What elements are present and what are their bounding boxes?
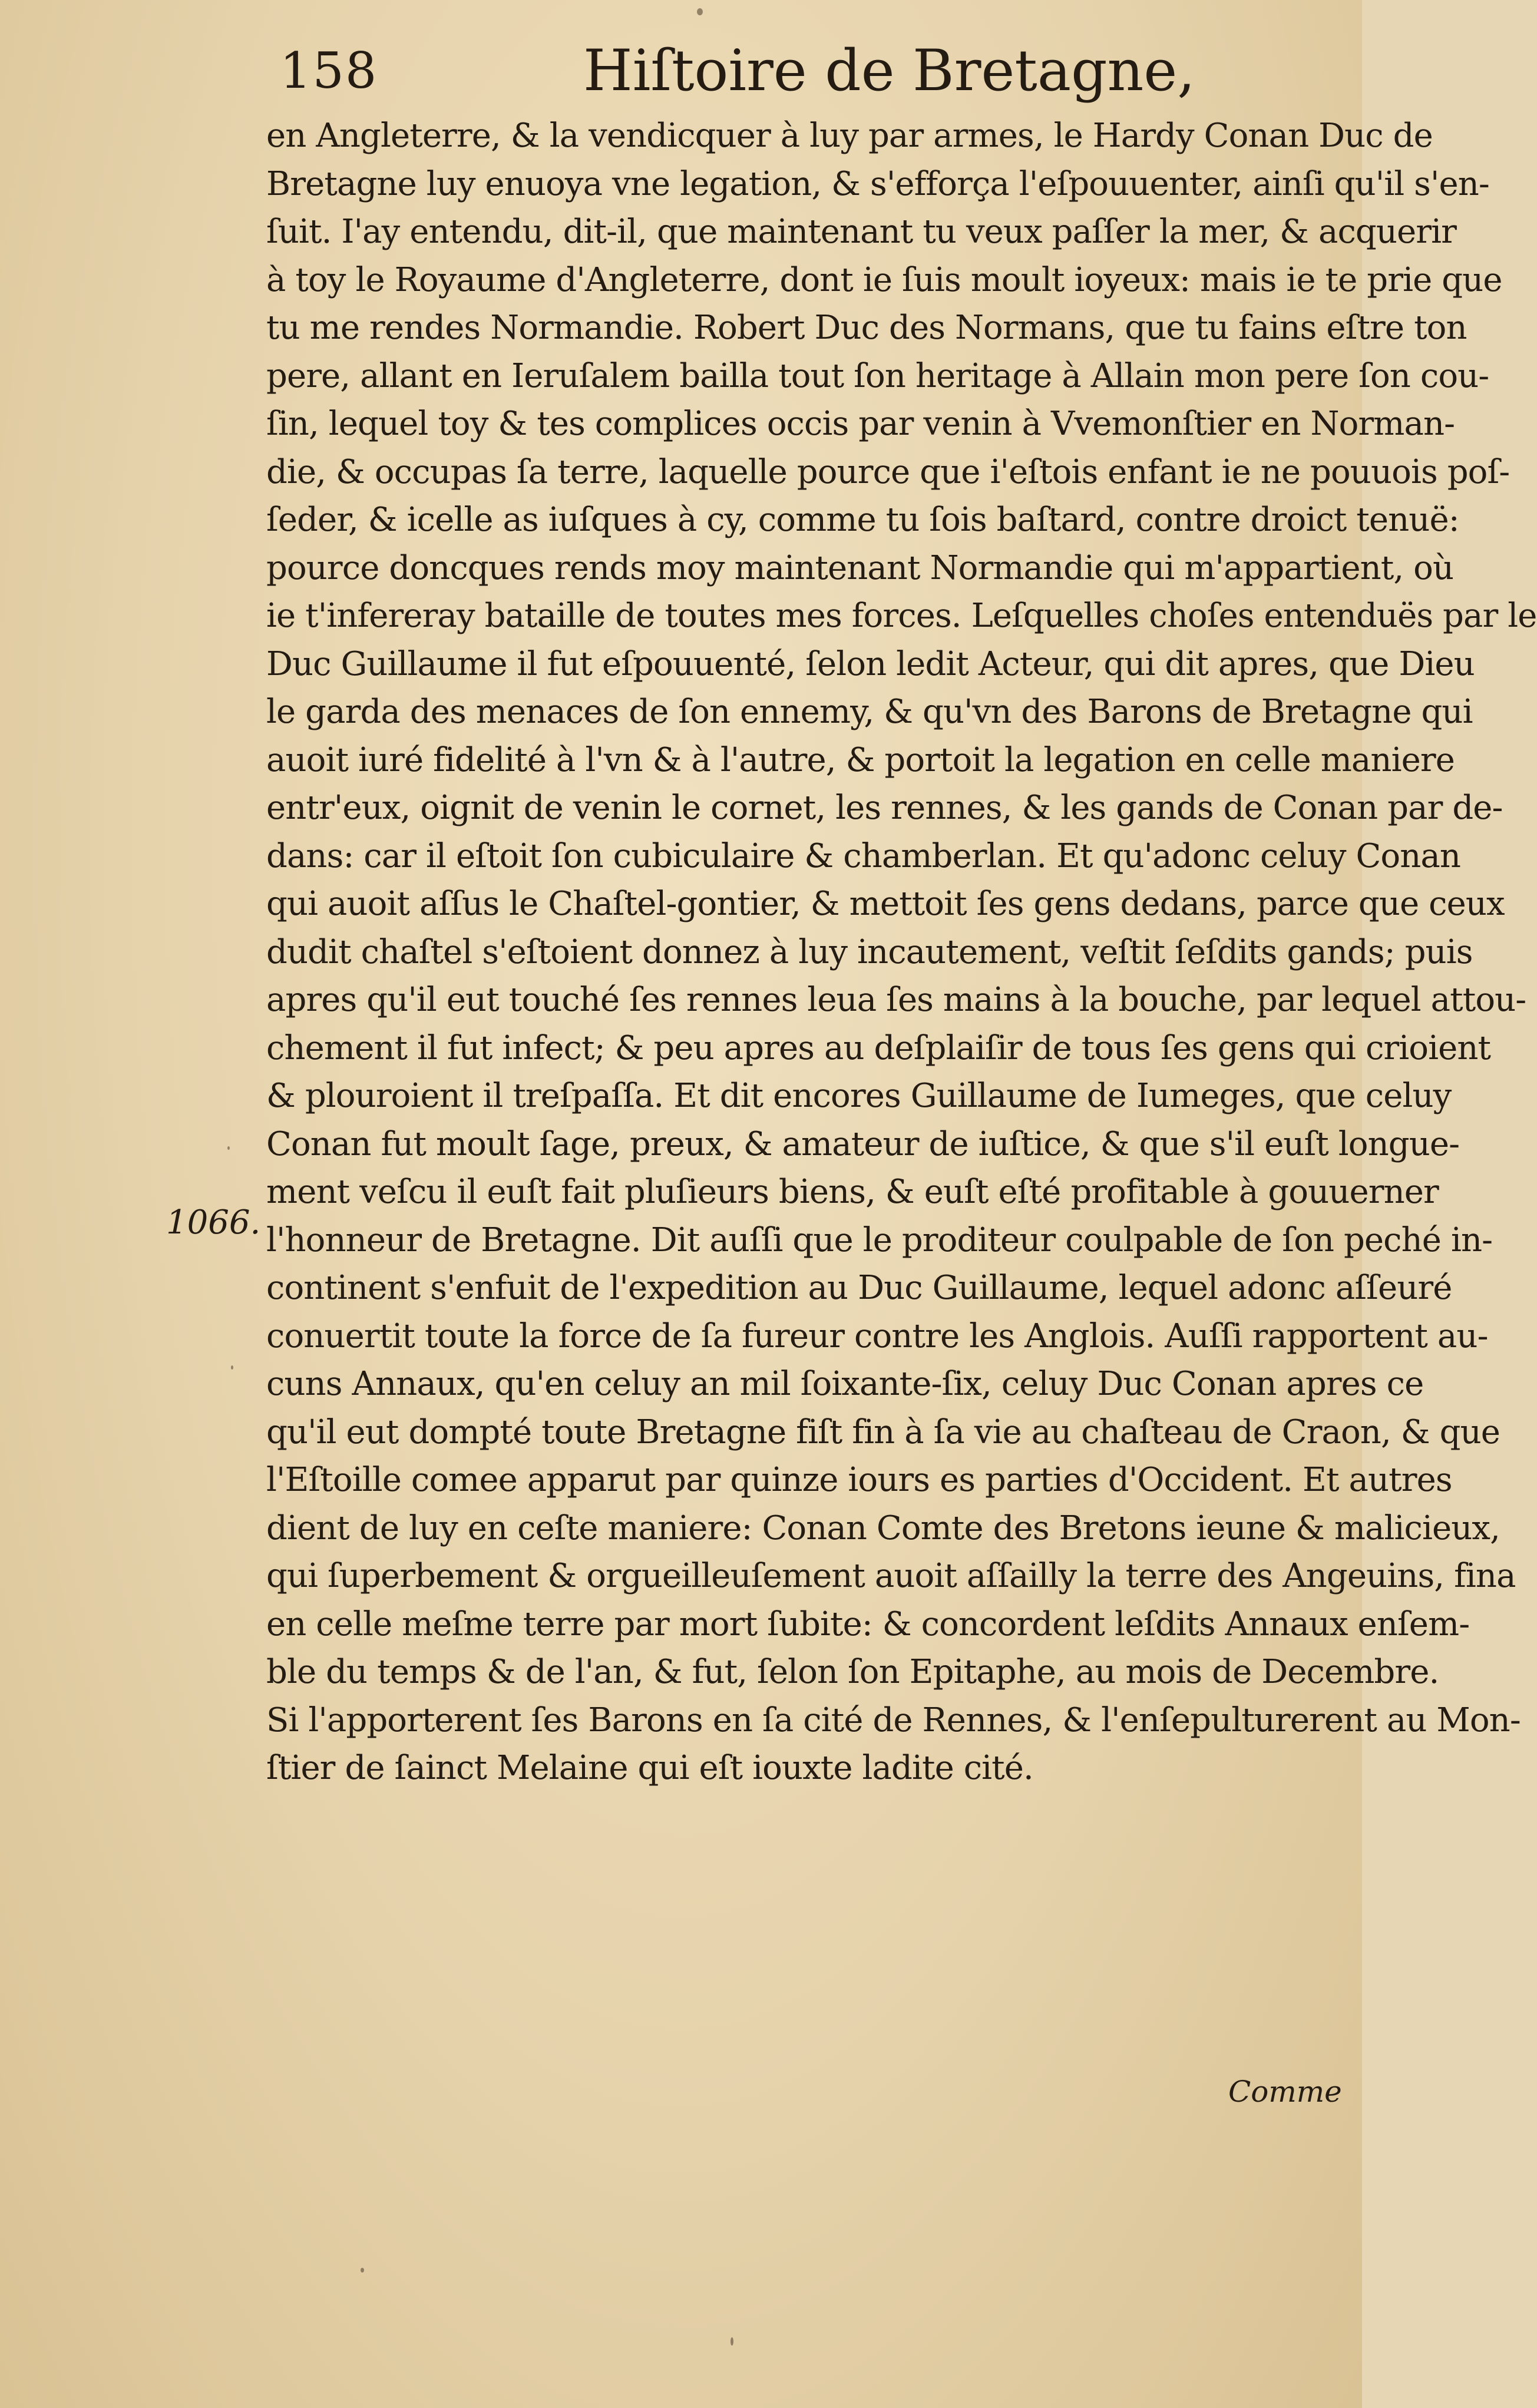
text-line: Conan fut moult ſage, preux, & amateur de iuſtice, & que s'il euſt longue- — [266, 1124, 1460, 1163]
text-line: conuertit toute la force de ſa fureur contre les Anglois. Auſſi rapportent au- — [266, 1317, 1488, 1355]
text-line: & plouroient il treſpaſſa. Et dit encores Guillaume de Iumeges, que celuy — [266, 1077, 1452, 1115]
text-line: Duc Guillaume il fut eſpouuenté, ſelon ledit Acteur, qui dit apres, que Dieu — [266, 644, 1475, 683]
page-number: 158 — [280, 42, 378, 100]
text-line: ſuit. I'ay entendu, dit-il, que maintenant tu veux paſſer la mer, & acquerir — [266, 213, 1457, 251]
paper-blemish — [361, 2268, 364, 2273]
text-line: pere, allant en Ieruſalem bailla tout ſon heritage à Allain mon pere ſon cou- — [266, 356, 1489, 395]
text-line: pource doncques rends moy maintenant Normandie qui m'appartient, où — [266, 548, 1454, 587]
text-line: en Angleterre, & la vendicquer à luy par armes, le Hardy Conan Duc de — [266, 117, 1433, 155]
text-line: dans: car il eſtoit ſon cubiculaire & chamberlan. Et qu'adonc celuy Conan — [266, 836, 1461, 875]
text-line: qui auoit aſſus le Chaſtel-gontier, & mettoit ſes gens dedans, parce que ceux — [266, 885, 1505, 923]
paper-blemish — [697, 8, 703, 15]
text-line: continent s'enfuit de l'expedition au Duc Guillaume, lequel adonc aſſeuré — [266, 1269, 1452, 1307]
running-head: Hiſtoire de Bretagne, — [583, 38, 1195, 104]
text-line: ſeder, & icelle as iuſques à cy, comme tu ſois baſtard, contre droict tenuë: — [266, 501, 1459, 539]
text-line: ſtier de ſainct Melaine qui eſt iouxte ladite cité. — [266, 1749, 1033, 1787]
text-line: apres qu'il eut touché ſes rennes leua ſes mains à la bouche, par lequel attou- — [266, 981, 1526, 1019]
text-line: à toy le Royaume d'Angleterre, dont ie ſuis moult ioyeux: mais ie te prie que — [266, 260, 1502, 299]
text-line: chement il fut infect; & peu apres au deſplaiſir de tous ſes gens qui crioient — [266, 1028, 1491, 1067]
paper-blemish — [731, 2337, 733, 2346]
paper-blemish — [231, 1365, 233, 1370]
text-line: l'Eſtoille comee apparut par quinze iours es parties d'Occident. Et autres — [266, 1461, 1452, 1499]
text-line: l'honneur de Bretagne. Dit auſſi que le proditeur coulpable de ſon peché in- — [266, 1220, 1493, 1259]
text-line: die, & occupas ſa terre, laquelle pource que i'eſtois enfant ie ne pouuois poſ- — [266, 452, 1510, 491]
text-line: qu'il eut dompté toute Bretagne fiſt fin à ſa vie au chaſteau de Craon, & que — [266, 1413, 1500, 1451]
text-line: ie t'infereray bataille de toutes mes forces. Leſquelles choſes entenduës par le — [266, 597, 1537, 635]
body-text — [266, 112, 1537, 1792]
text-line: auoit iuré fidelité à l'vn & à l'autre, & portoit la legation en celle maniere — [266, 740, 1455, 779]
catchword: Comme — [1228, 2075, 1342, 2109]
text-line: en celle meſme terre par mort ſubite: & concordent leſdits Annaux enſem- — [266, 1605, 1470, 1643]
text-line: Si l'apporterent ſes Barons en ſa cité de Rennes, & l'enſepulturerent au Mon- — [266, 1701, 1521, 1739]
text-line: entr'eux, oignit de venin le cornet, les rennes, & les gands de Conan par de- — [266, 789, 1503, 827]
text-line: Bretagne luy enuoya vne legation, & s'efforça l'eſpouuenter, ainſi qu'il s'en- — [266, 164, 1489, 203]
text-line: ment veſcu il euſt fait pluſieurs biens, & euſt eſté profitable à gouuerner — [266, 1173, 1439, 1211]
text-line: ble du temps & de l'an, & fut, ſelon ſon Epitaphe, au mois de Decembre. — [266, 1653, 1439, 1691]
text-line: cuns Annaux, qu'en celuy an mil ſoixante-ſix, celuy Duc Conan apres ce — [266, 1365, 1424, 1403]
paper-blemish — [227, 1146, 230, 1150]
text-line: tu me rendes Normandie. Robert Duc des Normans, que tu fains eſtre ton — [266, 309, 1467, 347]
text-line: ſin, lequel toy & tes complices occis par venin à Vvemonſtier en Norman- — [266, 405, 1455, 443]
text-line: dudit chaſtel s'eſtoient donnez à luy incautement, veſtit ſeſdits gands; puis — [266, 932, 1473, 971]
text-line: qui ſuperbement & orgueilleuſement auoit aſſailly la terre des Angeuins, fina — [266, 1557, 1516, 1595]
margin-year-note: 1066. — [166, 1203, 261, 1242]
text-line: dient de luy en ceſte maniere: Conan Comte des Bretons ieune & malicieux, — [266, 1509, 1500, 1547]
text-line: le garda des menaces de ſon ennemy, & qu'vn des Barons de Bretagne qui — [266, 693, 1473, 731]
